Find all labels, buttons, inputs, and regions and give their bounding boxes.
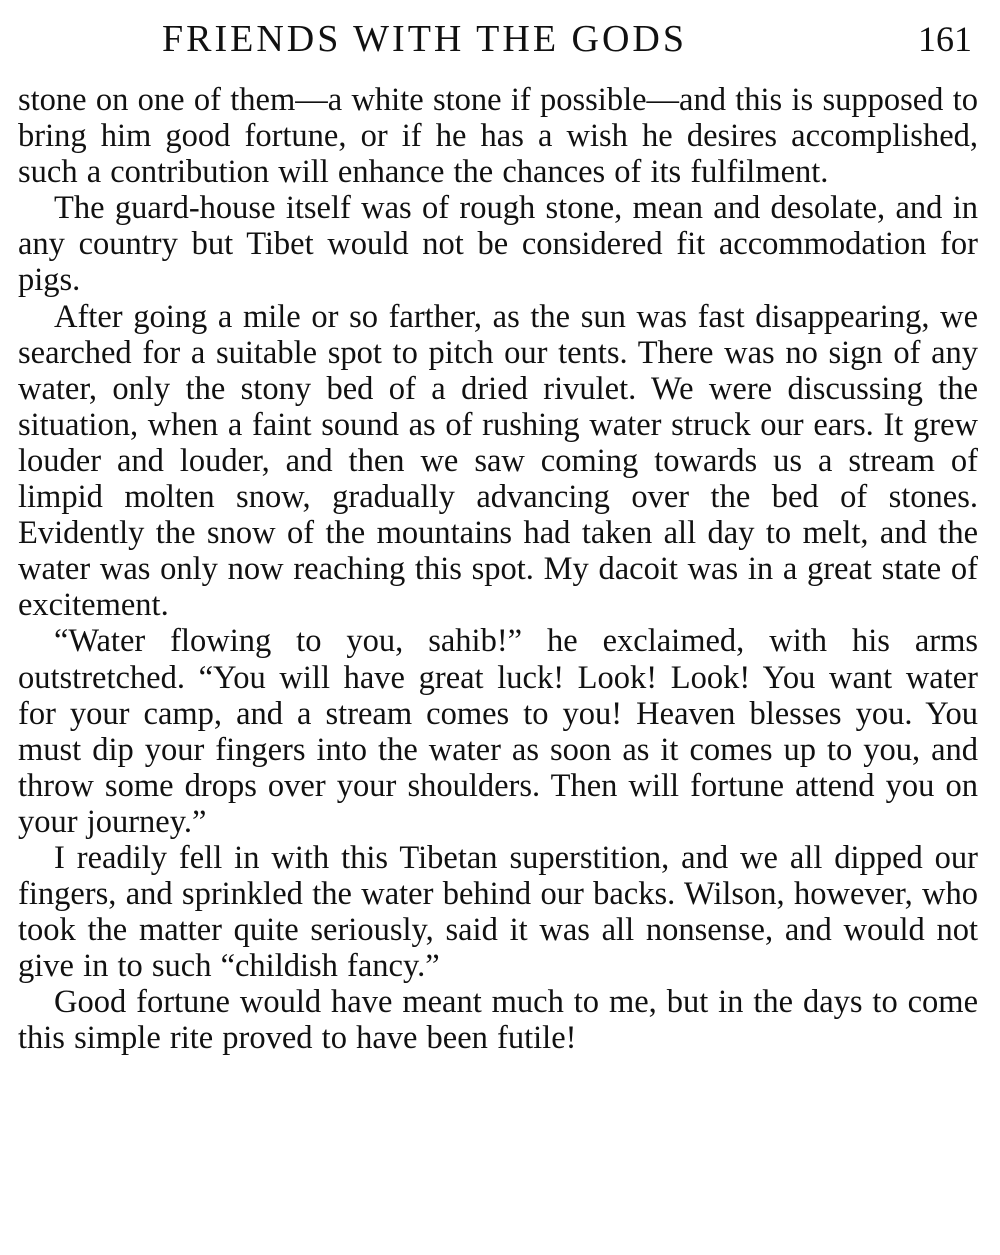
running-title: FRIENDS WITH THE GODS bbox=[162, 18, 687, 60]
paragraph-superstition: I readily fell in with this Tibetan superstition, and we all dipped our fingers, and sprinkled the water behind our backs. Wilson, however, who took the matter quite seriously, said it was all nonsense, and would not give in to such “childish fancy.” bbox=[18, 839, 978, 985]
paragraph-guard-house: The guard-house itself was of rough stone, mean and desolate, and in any country but Tibet would not be considered fit accommodation for pigs. bbox=[18, 190, 978, 299]
page-header bbox=[0, 14, 1000, 64]
paragraph-good-fortune: Good fortune would have meant much to me, but in the days to come this simple rite proved to have been futile! bbox=[18, 984, 978, 1057]
paragraph-stream: After going a mile or so farther, as the sun was fast disappearing, we searched for a suitable spot to pitch our tents. There was no sign of any water, only the stony bed of a dried rivulet. We were discussing the situation, when a faint sound as of rushing water struck our ears. It grew louder and louder, and then we saw coming towards us a stream of limpid molten snow, gradually advancing over the bed of stones. Evidently the snow of the mountains had taken all day to melt, and the water was only now reaching this spot. My dacoit was in a great state of excitement. bbox=[18, 298, 978, 624]
paragraph-continuation: stone on one of them—a white stone if possible—and this is supposed to bring him good fortune, or if he has a wish he desires accomplished, such a contribution will enhance the chances of its fulfilment. bbox=[18, 82, 978, 191]
paragraph-dacoit-speech: “Water flowing to you, sahib!” he exclaimed, with his arms outstretched. “You will have great luck! Look! Look! You want water for your camp, and a stream comes to you! Heaven blesses you. You must dip your fingers into the water as soon as it comes up to you, and throw some drops over your shoulders. Then will fortune attend you on your journey.” bbox=[18, 623, 978, 840]
body-text bbox=[18, 82, 978, 1057]
page-number: 161 bbox=[918, 19, 972, 59]
